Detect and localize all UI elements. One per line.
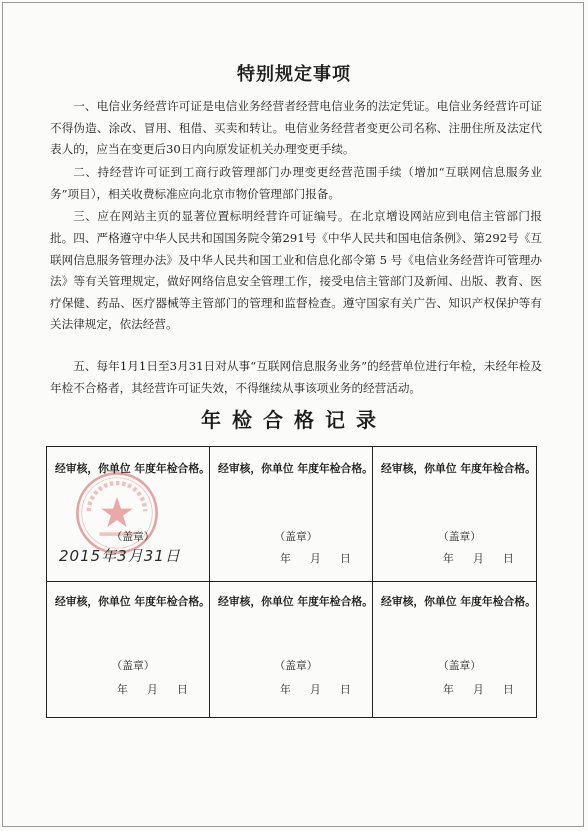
date-day-label: 日 <box>340 683 351 696</box>
paragraph-4: 四、严格遵守中华人民共和国国务院令第291号《中华人民共和国电信条例》、第292号《互联网信息服务管理办法》及中华人民共和国工业和信息化部令第 5 号《电信业务经营许可管理办法》等有关管理规定，做好网络信息安全管理工作，接受电信主管部门及新闻、出版、教育、医疗保健、药品、医疗器械等主管部门的管理和监督检查。遵守国家有关广告、知识产权保护等有关法律规定，依法经营。 <box>50 231 542 331</box>
seal-label: （盖章） <box>274 530 318 543</box>
date-year-label: 年 <box>443 552 454 565</box>
date-year-label: 年 <box>280 683 291 696</box>
date-year-label: 年 <box>117 683 128 696</box>
date-year-label: 年 <box>280 552 291 565</box>
seal-label: （盖章） <box>274 659 318 672</box>
record-text: 经审核，你单位 年度年检合格。 <box>381 595 536 608</box>
seal-label: （盖章） <box>437 659 482 672</box>
record-text: 经审核，你单位 年度年检合格。 <box>55 595 210 608</box>
date-month-label: 月 <box>473 683 484 696</box>
paragraph-5: 五、每年1月1日至3月31日对从事“互联网信息服务业务”的经营单位进行年检，未经年检及年检不合格者，其经营许可证失效，不得继续从事该项业务的经营活动。 <box>50 359 542 395</box>
record-cell-2 <box>210 447 373 582</box>
date-year-label: 年 <box>443 683 454 696</box>
record-cell-5 <box>210 582 373 717</box>
date-month-label: 月 <box>310 683 321 696</box>
record-section-title: 年检合格记录 <box>201 408 387 432</box>
handwritten-date: 2015年3月31日 <box>59 547 181 565</box>
page-title: 特别规定事项 <box>237 64 351 85</box>
date-month-label: 月 <box>147 683 158 696</box>
seal-label: （盖章） <box>437 530 482 543</box>
date-month-label: 月 <box>310 552 321 565</box>
date-day-label: 日 <box>503 683 514 696</box>
paragraph-2: 二、持经营许可证到工商行政管理部门办理变更经营范围手续（增加“互联网信息服务业务”项目），相关收费标准应向北京市物价管理部门报备。 <box>50 165 542 201</box>
record-cell-3 <box>373 447 536 582</box>
record-cell-4 <box>47 582 210 717</box>
record-text: 经审核，你单位 年度年检合格。 <box>218 595 373 608</box>
date-day-label: 日 <box>503 552 514 565</box>
record-cell-1 <box>47 447 210 582</box>
record-text: 经审核，你单位 年度年检合格。 <box>381 462 536 475</box>
date-day-label: 日 <box>340 552 351 565</box>
date-month-label: 月 <box>473 552 484 565</box>
seal-label: （盖章） <box>111 530 155 543</box>
record-text: 经审核，你单位 年度年检合格。 <box>55 462 210 475</box>
paragraph-1: 一、电信业务经营许可证是电信业务经营者经营电信业务的法定凭证。电信业务经营许可证不得伪造、涂改、冒用、租借、买卖和转让。电信业务经营者变更公司名称、注册住所及法定代表人的，应当在变更后30日内向原发证机关办理变更手续。 <box>50 99 542 156</box>
record-text: 经审核，你单位 年度年检合格。 <box>218 462 373 475</box>
annual-inspection-table <box>46 446 537 718</box>
record-cell-6 <box>373 582 536 717</box>
seal-label: （盖章） <box>111 659 155 672</box>
date-day-label: 日 <box>177 683 188 696</box>
paragraph-3: 三、应在网站主页的显著位置标明经营许可证编号。在北京增设网站应到电信主管部门报批。 <box>50 209 542 245</box>
